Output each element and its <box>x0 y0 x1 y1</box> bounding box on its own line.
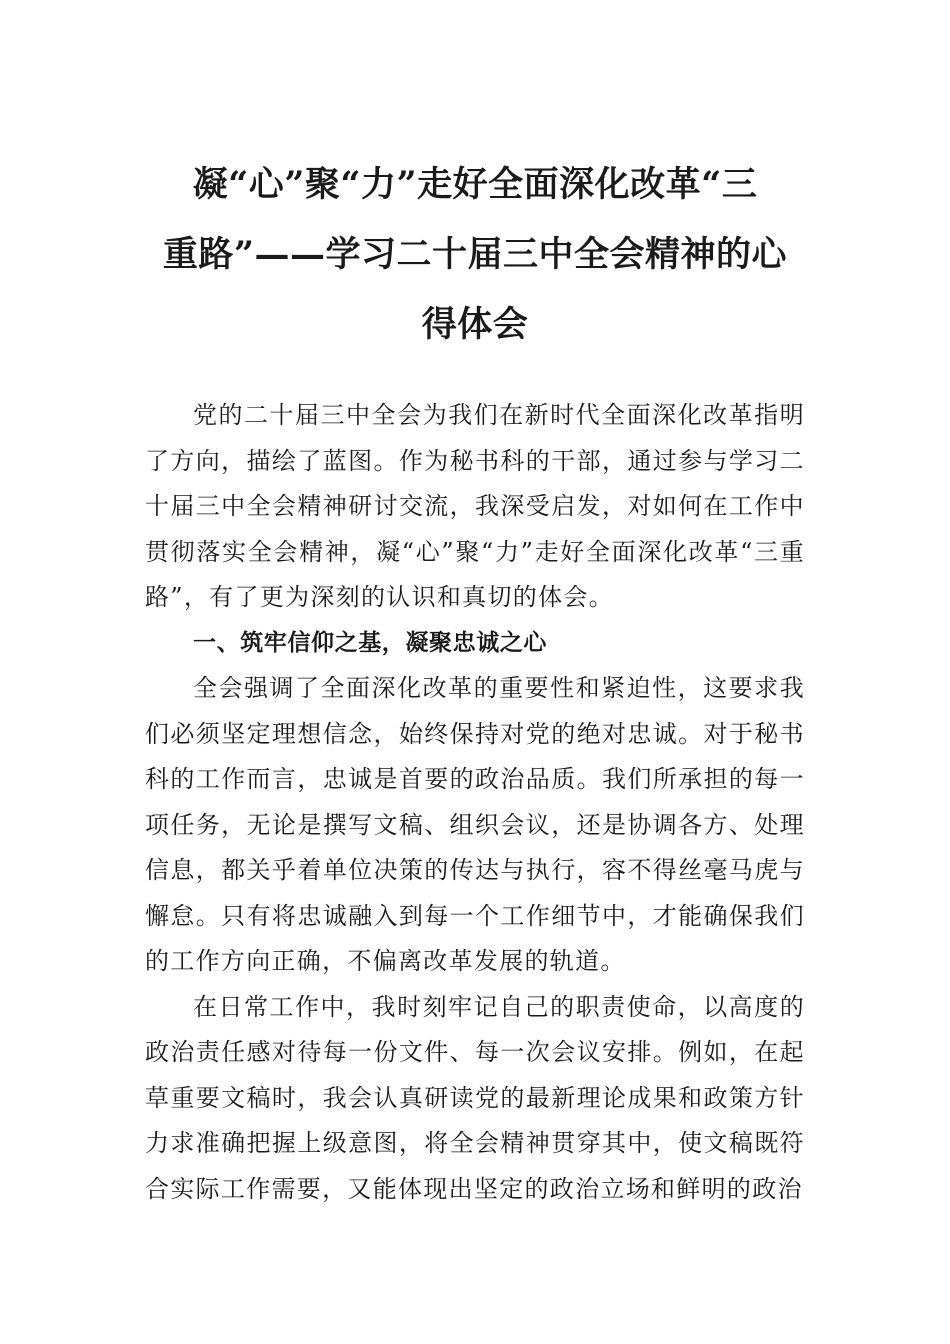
title-line-2: 重路”——学习二十届三中全会精神的心 <box>162 234 788 275</box>
body-paragraph: 在日常工作中，我时刻牢记自己的职责使命，以高度的政治责任感对待每一份文件、每一次会议安排。例如，在起草重要文稿时，我会认真研读党的最新理论成果和政策方针力求准确把握上级意图，将全会精神贯穿其中，使文稿既符合实际工作需要，又能体现出坚定的政治立场和鲜明的政治 <box>145 992 805 1203</box>
title-line-1: 凝“心”聚“力”走好全面深化改革“三 <box>192 164 758 205</box>
intro-paragraph: 党的二十届三中全会为我们在新时代全面深化改革指明了方向，描绘了蓝图。作为秘书科的干部，通过参与学习二十届三中全会精神研讨交流，我深受启发，对如何在工作中贯彻落实全会精神，凝“心”聚“力”走好全面深化改革“三重路”，有了更为深刻的认识和真切的体会。 <box>145 401 805 611</box>
document-body <box>145 393 805 1212</box>
title-line-3: 得体会 <box>421 304 529 345</box>
body-paragraph: 全会强调了全面深化改革的重要性和紧迫性，这要求我们必须坚定理想信念，始终保持对党的绝对忠诚。对于秘书科的工作而言，忠诚是首要的政治品质。我们所承担的每一项任务，无论是撰写文稿、组织会议，还是协调各方、处理信息，都关乎着单位决策的传达与执行，容不得丝毫马虎与懈怠。只有将忠诚融入到每一个工作细节中，才能确保我们的工作方向正确，不偏离改革发展的轨道。 <box>145 674 805 975</box>
document-title <box>145 150 805 360</box>
section-heading: 一、筑牢信仰之基，凝聚忠诚之心 <box>193 629 547 656</box>
